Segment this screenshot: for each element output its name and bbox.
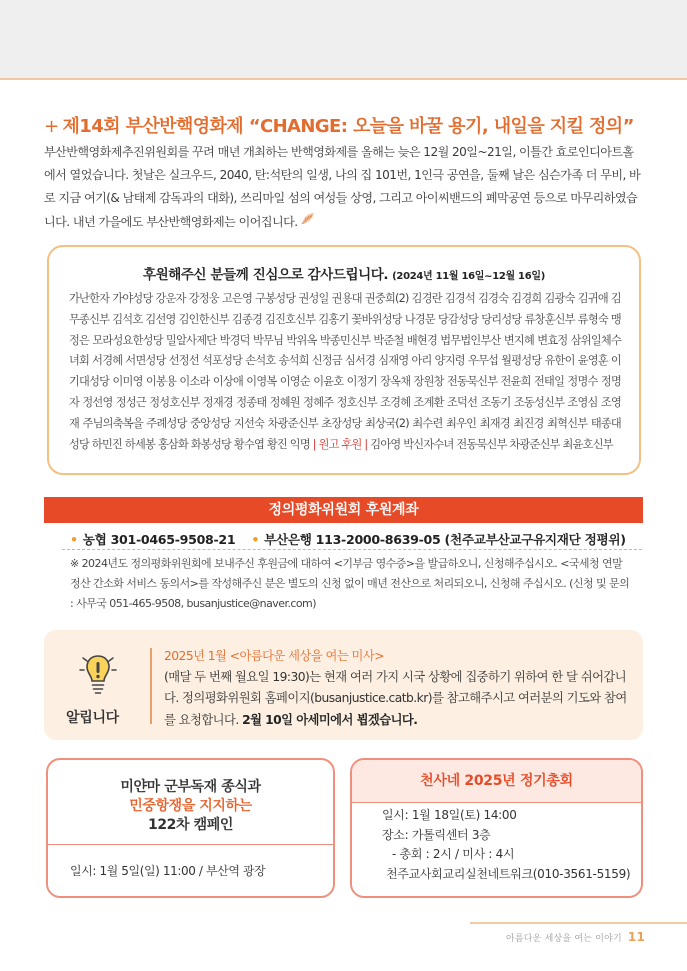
donor-list [69,289,621,455]
notice-line2-text: (매달 두 번째 월요일 19:30)는 현재 여러 가지 시국 상황에 집중하기 위하여 한 달 쉬어갑니다. 정의평화위원회 홈페이지(busanjustice.catb.kr)를 참고해주시고 여러분의 기도와 참여를 요청합니다. [164,670,627,727]
card-divider [48,844,333,845]
notice-text [164,646,629,731]
notice-line1: 2025년 1월 <아름다운 세상을 여는 미사> [164,649,384,663]
footer-title: 아름다운 세상을 여는 이야기 [505,934,622,944]
assembly-place: 장소: 가톨릭센터 3층 [382,827,491,842]
notice-label: 알립니다 [66,710,119,726]
account-nonghyup: 농협 301-0465-9508-21 [82,532,236,547]
notice-divider [150,648,152,724]
article-title-text: 제14회 부산반핵영화제 “CHANGE: 오늘을 바꿀 용기, 내일을 지킬 정의” [62,116,634,137]
bullet: • [70,532,78,547]
original-sponsor-label: 원고 후원 [318,437,362,451]
footer [506,930,645,944]
plus-sign: + [44,116,59,137]
notice-line2 [164,667,629,731]
dashed-divider [62,549,642,550]
notice-line2-bold: 2월 10일 아세미에서 뵙겠습니다. [242,712,418,727]
receipt-note: ※ 2024년도 정의평화위원회에 보내주신 후원금에 대하여 <기부금 영수증>을 발급하오니, 신청해주십시오. <국세청 연말정산 간소화 서비스 동의서>를 작성해주신 분은 별도의 신청 없이 매년 전산으로 처리되오니, 신청해 주십시오. (신청 및 문의 : 사무국 051-465-9508, busanjustice@naver.com) [70,557,630,610]
assembly-org: 천주교사회교리실천네트워크(010-3561-5159) [386,866,631,881]
campaign-title-line3: 122차 캠페인 [148,817,233,833]
campaign-info: 일시: 1월 5일(일) 11:00 / 부산역 광장 [70,864,266,878]
account-busanbank: 부산은행 113-2000-8639-05 (천주교부산교구유지재단 정평위) [264,532,626,547]
donor-names: 가난한자 가야성당 강운자 강정웅 고은영 구봉성당 권성일 권용대 권중희(2) 김경란 김경석 김경숙 김경희 김광숙 김귀애 김무종신부 김석호 김선영 김인한신부 김종경 김진호신부 김홍기 꽃바위성당 나경문 당감성당 당리성당 류창훈신부 류형숙 맹정은 모라성요한성당 밀알사제단 박경덕 박무님 박위옥 박종민신부 박준철 배현경 법무법인부산 변지혜 변효정 삼위일체수녀회 서경혜 서면성당 선정선 석포성당 손석호 송석희 신정금 심서경 심재영 아리 양지령 우무섭 월평성당 유한이 윤영훈 이기대성당 이미영 이봉용 이소라 이상애 이영복 이영순 이윤호 이정기 장옥채 장원창 전동묵신부 전윤희 전태일 정명수 정명자 정선영 정성근 정성호신부 정재경 정종태 정혜원 정혜주 정호신부 조경혜 조계환 조덕선 조동기 조동성신부 조영심 조영재 주님의축복을 주례성당 중앙성당 지선숙 차광준신부 초장성당 최상국(2) 최수련 최우인 최재경 최진경 최혁신부 태종대성당 하민진 하세봉 홍삼화 화봉성당 황수엽 황진 익명 [69,292,621,451]
campaign-card [46,758,335,898]
notice-box [44,630,643,740]
article-body-text: 부산반핵영화제추진위원회를 꾸려 매년 개최하는 반핵영화제를 올해는 늦은 12월 20일~21일, 이틀간 효로인디아트홀에서 열었습니다. 첫날은 실크우드, 2040, 탄:석탄의 일생, 나의 집 101번, 1인극 공연을, 둘째 날은 심슨가족 더 무비, 바로 지금 여기(& 남태제 감독과의 대화), 쓰리마일 섬의 여성들 상영, 그리고 아이씨밴드의 폐막공연 등으로 마무리하였습니다. 내년 가을에도 부산반핵영화제는 이어집니다. [44,145,641,229]
assembly-title: 천사네 2025년 정기총회 [420,773,573,789]
thanks-box [47,245,641,475]
account-numbers [70,529,650,548]
assembly-schedule: - 총회 : 2시 / 미사 : 4시 [392,847,515,862]
footer-line [470,922,687,924]
account-title-bar: 정의평화위원회 후원계좌 [44,497,643,523]
separator-right: | [364,437,368,451]
article-title [44,112,664,138]
campaign-title-line1: 미얀마 군부독재 종식과 [120,779,261,795]
assembly-card [350,758,643,898]
sponsor-names: 김아영 박신자수녀 전동묵신부 차광준신부 최윤호신부 [370,437,613,451]
card-divider [352,802,641,803]
campaign-title [48,778,333,835]
lightbulb-icon [79,648,117,702]
thanks-title: 후원해주신 분들께 진심으로 감사드립니다. [142,267,389,283]
article-body [44,141,644,234]
leaf-icon [300,211,316,234]
header-band [0,0,687,80]
thanks-heading [49,263,639,283]
bullet: • [251,532,260,547]
assembly-header [352,760,641,802]
thanks-period: (2024년 11월 16일~12월 16일) [392,271,546,282]
assembly-info [352,806,641,884]
assembly-date: 일시: 1월 18일(토) 14:00 [382,808,517,822]
page-number: 11 [627,930,645,944]
separator-left: | [312,437,316,451]
campaign-title-line2: 민중항쟁을 지지하는 [129,798,252,814]
